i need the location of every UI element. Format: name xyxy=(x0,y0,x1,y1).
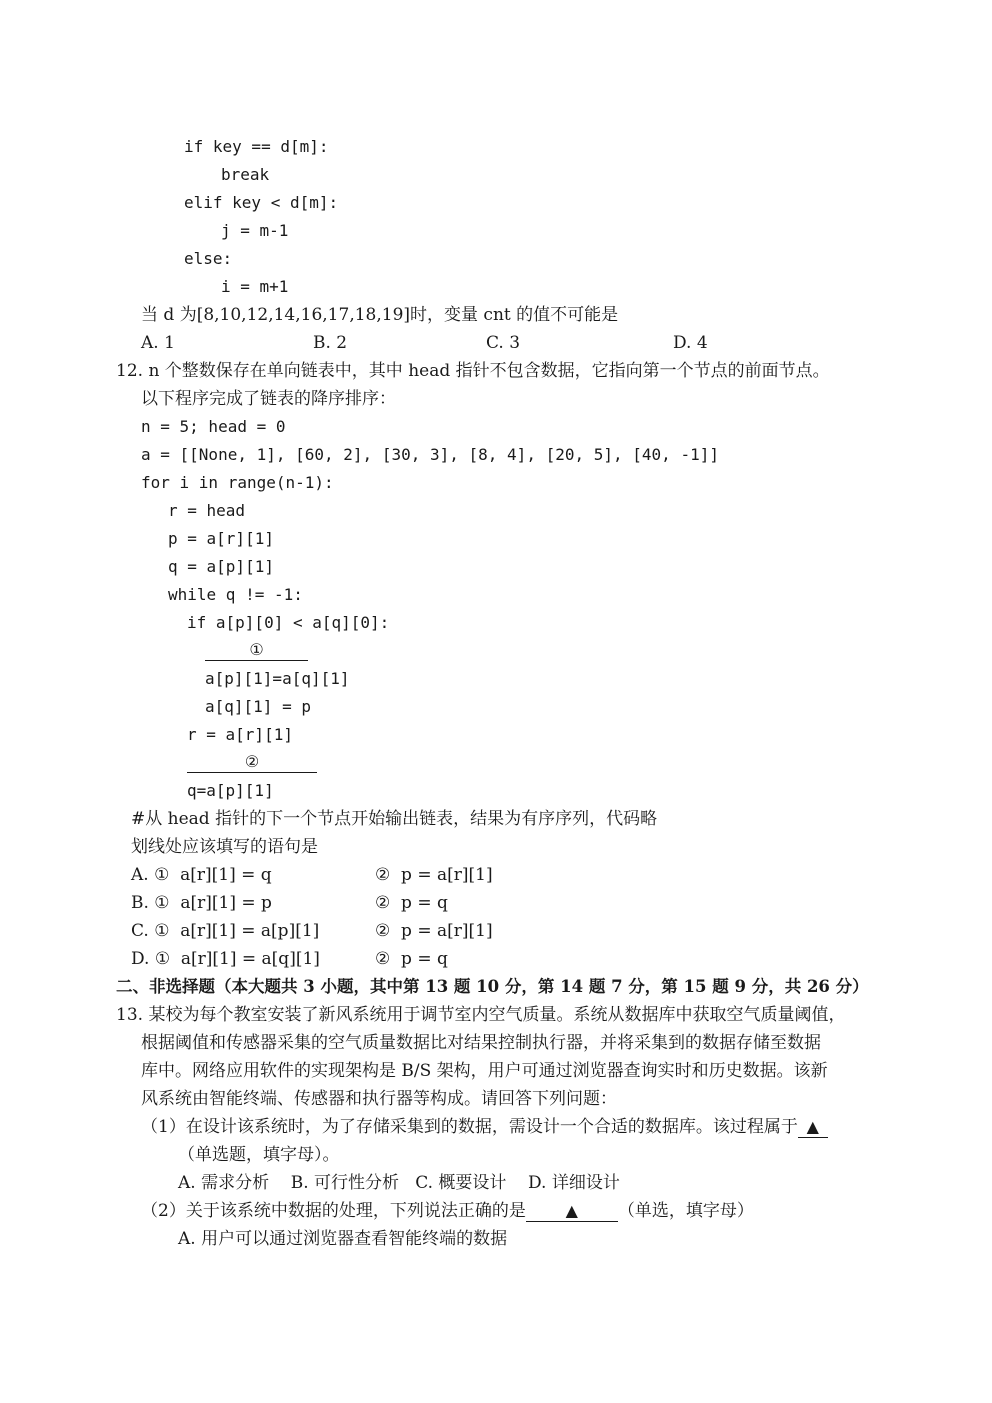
answer-blank: ▲ xyxy=(526,1201,618,1222)
code-line: a[p][1]=a[q][1] xyxy=(205,669,350,688)
q12-stem-line-2: 以下程序完成了链表的降序排序： xyxy=(141,389,396,409)
q13-sub2-note: （单选，填字母） xyxy=(617,1201,754,1221)
q12-option-b-left: B. ① a[r][1] = p xyxy=(131,893,272,913)
q13-sub1-note: （单选题，填字母）。 xyxy=(178,1145,340,1165)
answer-blank: ▲ xyxy=(798,1117,828,1138)
q11-option-a: A. 1 xyxy=(141,333,175,353)
q12-prompt: 划线处应该填写的语句是 xyxy=(131,837,318,857)
q13-sub1-options: A. 需求分析 B. 可行性分析 C. 概要设计 D. 详细设计 xyxy=(178,1173,620,1193)
code-line: r = head xyxy=(168,501,246,520)
code-line: if a[p][0] < a[q][0]: xyxy=(187,613,390,632)
code-line: for i in range(n-1): xyxy=(141,473,334,492)
q12-option-c-left: C. ① a[r][1] = a[p][1] xyxy=(131,921,320,941)
code-line: j = m-1 xyxy=(221,221,289,240)
q12-option-c-right: ② p = a[r][1] xyxy=(375,921,493,941)
code-line: n = 5; head = 0 xyxy=(141,417,286,436)
q11-option-d: D. 4 xyxy=(673,333,708,353)
q13-paragraph-line: 13. 某校为每个教室安装了新风系统用于调节室内空气质量。系统从数据库中获取空气质量阈值， xyxy=(116,1005,846,1025)
q13-sub2-option-a: A. 用户可以通过浏览器查看智能终端的数据 xyxy=(178,1229,508,1249)
q11-option-c: C. 3 xyxy=(486,333,521,353)
q12-option-a-left: A. ① a[r][1] = q xyxy=(131,865,272,885)
code-line: a = [[None, 1], [60, 2], [30, 3], [8, 4], [20, 5], [40, -1]] xyxy=(141,445,719,464)
q11-option-b: B. 2 xyxy=(313,333,348,353)
q13-paragraph-line: 风系统由智能终端、传感器和执行器等构成。请回答下列问题： xyxy=(141,1089,617,1109)
code-line: p = a[r][1] xyxy=(168,529,274,548)
q13-sub1 xyxy=(141,1116,828,1138)
q12-stem-line-1: 12. n 个整数保存在单向链表中，其中 head 指针不包含数据，它指向第一个节点的前面节点。 xyxy=(116,361,830,381)
code-line: break xyxy=(221,165,270,184)
q13-sub2-text: （2）关于该系统中数据的处理，下列说法正确的是 xyxy=(141,1201,526,1221)
code-line: else: xyxy=(184,249,233,268)
q13-paragraph-line: 根据阈值和传感器采集的空气质量数据比对结果控制执行器，并将采集到的数据存储至数据 xyxy=(141,1033,821,1053)
code-line: if key == d[m]: xyxy=(184,137,329,156)
code-line: q=a[p][1] xyxy=(187,781,274,800)
q12-option-d-left: D. ① a[r][1] = a[q][1] xyxy=(131,949,320,969)
q13-sub1-text: （1）在设计该系统时，为了存储采集到的数据，需设计一个合适的数据库。该过程属于 xyxy=(141,1117,798,1137)
fill-blank-1: ① xyxy=(205,640,308,661)
code-line: r = a[r][1] xyxy=(187,725,293,744)
fill-blank-2: ② xyxy=(187,752,317,773)
q12-option-d-right: ② p = q xyxy=(375,949,448,969)
code-line: elif key < d[m]: xyxy=(184,193,339,212)
q12-comment: #从 head 指针的下一个节点开始输出链表，结果为有序序列，代码略 xyxy=(131,809,658,829)
q13-sub2 xyxy=(141,1200,754,1222)
code-line: i = m+1 xyxy=(221,277,289,296)
code-line: a[q][1] = p xyxy=(205,697,311,716)
code-line: q = a[p][1] xyxy=(168,557,274,576)
q12-option-b-right: ② p = q xyxy=(375,893,448,913)
q12-option-a-right: ② p = a[r][1] xyxy=(375,865,493,885)
section-heading: 二、非选择题（本大题共 3 小题，其中第 13 题 10 分，第 14 题 7 分，第 15 题 9 分，共 26 分） xyxy=(116,977,869,996)
code-line: while q != -1: xyxy=(168,585,303,604)
q13-paragraph-line: 库中。网络应用软件的实现架构是 B/S 架构，用户可通过浏览器查询实时和历史数据。该新 xyxy=(141,1061,828,1081)
q11-stem: 当 d 为[8,10,12,14,16,17,18,19]时，变量 cnt 的值不可能是 xyxy=(141,305,619,325)
